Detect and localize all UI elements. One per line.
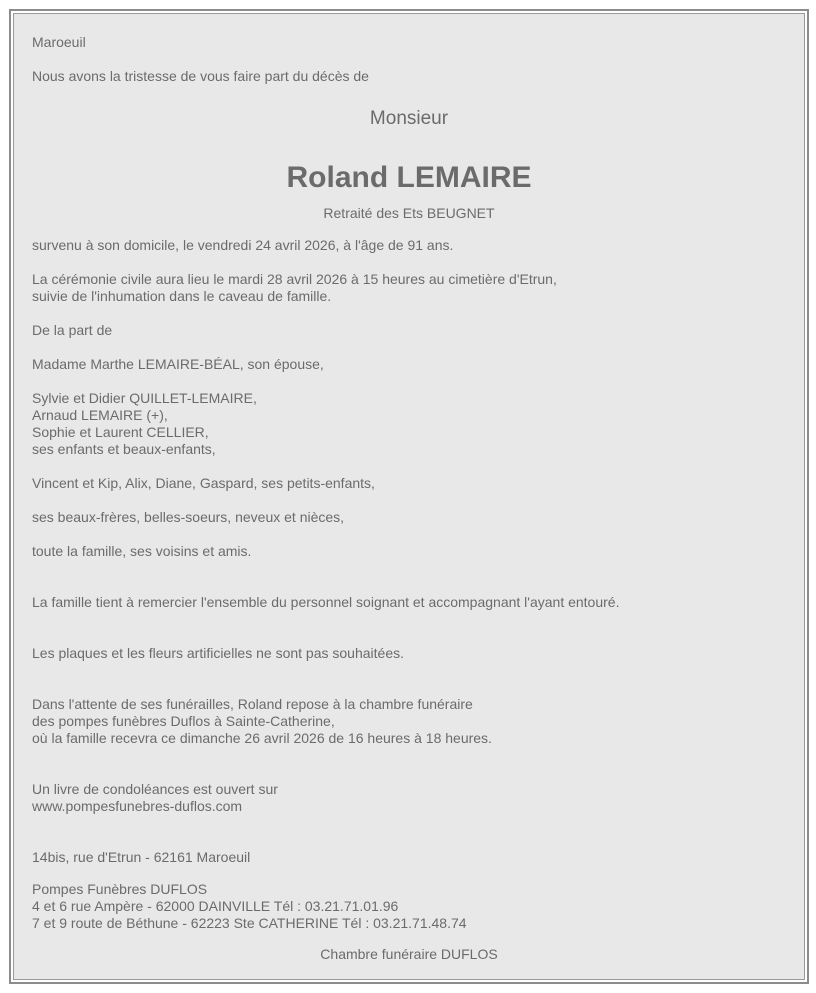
children-line: Sophie et Laurent CELLIER, (32, 424, 209, 440)
footer: Chambre funéraire DUFLOS (320, 946, 498, 962)
from-label: De la part de (32, 322, 113, 338)
children-line: ses enfants et beaux-enfants, (32, 441, 216, 457)
condolences-block (32, 781, 786, 815)
notice-panel (13, 13, 805, 980)
death-announcement: survenu à son domicile, le vendredi 24 avril 2026, à l'âge de 91 ans. (32, 237, 454, 253)
children-block (32, 390, 786, 458)
honorific: Monsieur (369, 108, 449, 129)
in-laws: ses beaux-frères, belles-soeurs, neveux et nièces, (32, 509, 345, 525)
children-line: Arnaud LEMAIRE (+), (32, 407, 168, 423)
children-line: Sylvie et Didier QUILLET-LEMAIRE, (32, 390, 257, 406)
funeral-home-line: 4 et 6 rue Ampère - 62000 DAINVILLE Tél : 03.21.71.01.96 (32, 898, 399, 914)
rest-block (32, 696, 786, 747)
deceased-name: Roland LEMAIRE (286, 161, 532, 194)
rest-line: des pompes funèbres Duflos à Sainte-Catherine, (32, 713, 335, 729)
address: 14bis, rue d'Etrun - 62161 Maroeuil (32, 849, 251, 865)
ceremony-line: suivie de l'inhumation dans le caveau de famille. (32, 288, 332, 304)
condolences-line: Un livre de condoléances est ouvert sur (32, 781, 278, 797)
funeral-home-line: Pompes Funèbres DUFLOS (32, 881, 208, 897)
ceremony-line: La cérémonie civile aura lieu le mardi 28 avril 2026 à 15 heures au cimetière d'Etrun, (32, 271, 557, 287)
condolences-link: www.pompesfunebres-duflos.com (32, 798, 243, 814)
funeral-home-line: 7 et 9 route de Béthune - 62223 Ste CATHERINE Tél : 03.21.71.48.74 (32, 915, 467, 931)
thanks-text: La famille tient à remercier l'ensemble du personnel soignant et accompagnant l'ayant entouré. (32, 594, 620, 610)
notice-frame (9, 9, 809, 984)
notice-content (32, 34, 786, 963)
flowers-text: Les plaques et les fleurs artificielles ne sont pas souhaitées. (32, 645, 404, 661)
spouse: Madame Marthe LEMAIRE-BÉAL, son épouse, (32, 356, 324, 372)
grandchildren: Vincent et Kip, Alix, Diane, Gaspard, ses petits-enfants, (32, 475, 375, 491)
occupation: Retraité des Ets BEUGNET (323, 205, 495, 221)
town: Maroeuil (32, 34, 86, 50)
funeral-home-block (32, 881, 786, 932)
extended-family: toute la famille, ses voisins et amis. (32, 543, 252, 559)
rest-line: Dans l'attente de ses funérailles, Roland repose à la chambre funéraire (32, 696, 473, 712)
rest-line: où la famille recevra ce dimanche 26 avril 2026 de 16 heures à 18 heures. (32, 730, 492, 746)
ceremony-block (32, 271, 786, 305)
intro-text: Nous avons la tristesse de vous faire part du décès de (32, 68, 369, 84)
